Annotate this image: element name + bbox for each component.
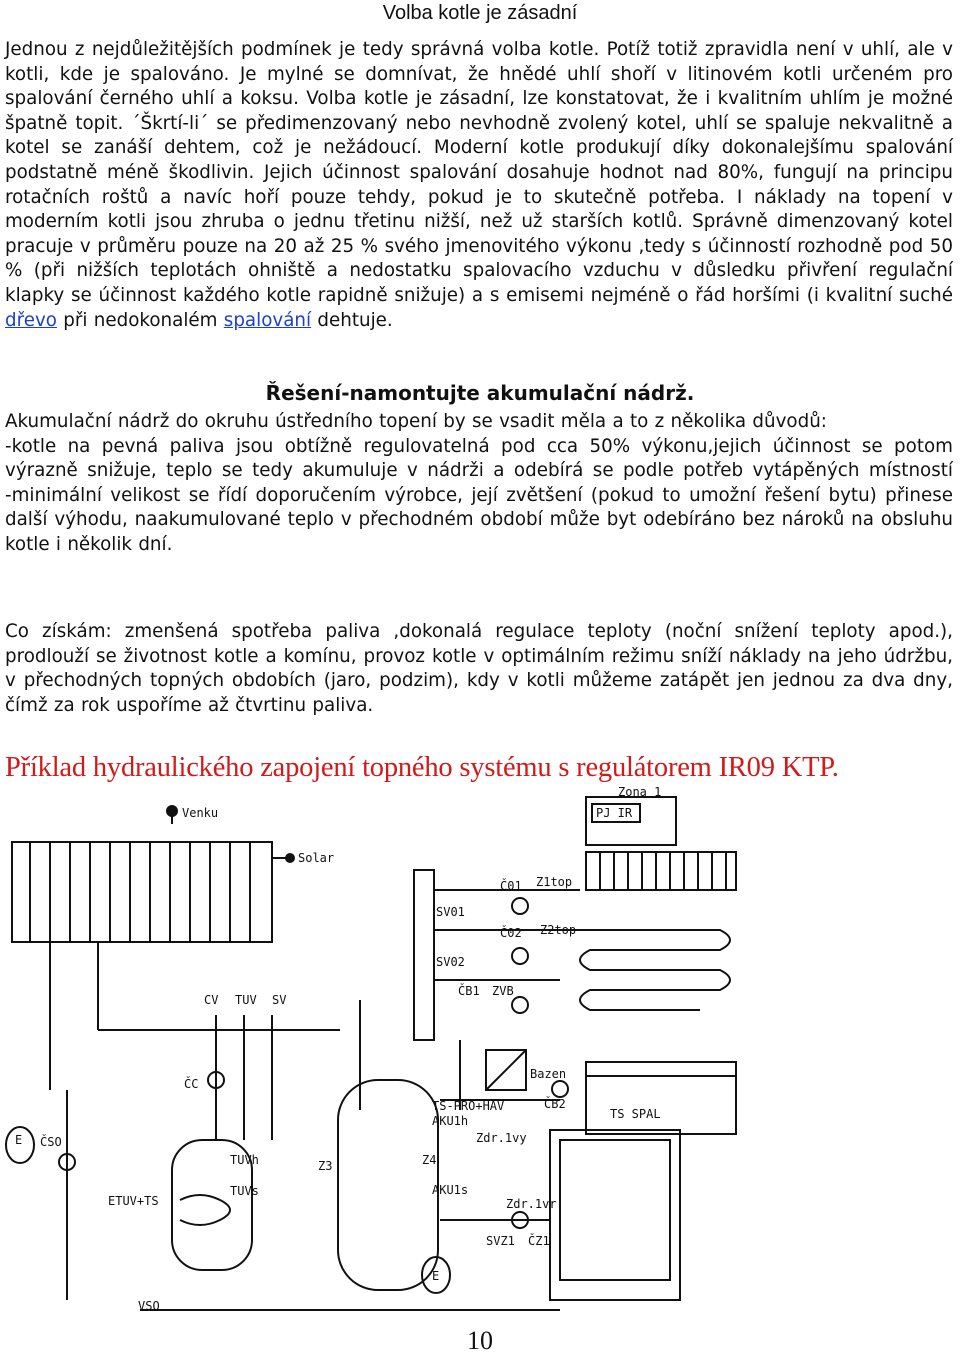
link-spalovani[interactable]: spalování (223, 309, 312, 331)
hydraulic-diagram (0, 780, 960, 1320)
label-c01: Č01 (500, 879, 522, 893)
label-tuvs: TUVs (230, 1184, 259, 1198)
solution-heading: Řešení-namontujte akumulační nádrž. (265, 381, 695, 405)
label-e: E (15, 1133, 23, 1147)
pump-icon (512, 997, 528, 1013)
label-etuv: ETUV+TS (108, 1194, 159, 1208)
paragraph-line: Akumulační nádrž do okruhu ústředního topení by se vsadit měla a to z několika důvodů: (5, 411, 827, 432)
label-sv: SV (272, 993, 287, 1007)
label-z2top: Z2top (540, 923, 577, 937)
pool-box (586, 1062, 736, 1134)
paragraph-text-mid: při nedokonalém (63, 309, 218, 331)
label-cz1: ČZ1 (528, 1234, 550, 1248)
label-vso: VSO (138, 1299, 160, 1313)
section-title: Volba kotle je zásadní (382, 2, 578, 24)
label-zdr1vr: Zdr.1vr (506, 1197, 557, 1211)
label-solar: Solar (298, 851, 335, 865)
example-title: Příklad hydraulického zapojení topného systému s regulátorem IR09 KTP. (5, 752, 839, 783)
floor-heating (580, 930, 730, 1010)
label-tspro: TS-PRO+HAV (432, 1099, 505, 1113)
label-aku1s: AKU1s (432, 1183, 469, 1197)
sensor-icon (167, 806, 177, 816)
label-cv: CV (204, 993, 219, 1007)
label-zdr1vy: Zdr.1vy (476, 1131, 527, 1145)
paragraph-accumulation (5, 410, 953, 558)
paragraph-bullet: -minimální velikost se řídí doporučením výrobce, její zvětšení (pokud to umožní řešení bytu) přinese další výhodu, naakumulované teplo v přechodném období může byt odebíráno bez nároků na obsluhu kotle i několik dní. (5, 484, 953, 555)
label-zvb: ZVB (492, 984, 514, 998)
label-e2: E (432, 1269, 440, 1283)
label-pjir: PJ IR (596, 806, 633, 820)
label-c02: Č02 (500, 926, 522, 940)
label-z3: Z3 (318, 1159, 333, 1173)
label-cso: ČSO (40, 1135, 62, 1149)
label-z4: Z4 (422, 1153, 437, 1167)
label-sv02: SV02 (436, 955, 465, 969)
label-z1top: Z1top (536, 875, 573, 889)
label-tsspal: TS SPAL (610, 1107, 661, 1121)
paragraph-text: Jednou z nejdůležitějších podmínek je tedy správná volba kotle. Potíž totiž zpravidla není v uhlí, ale v kotli, kde je spalováno. Je mylné se domnívat, že hnědé uhlí shoří v litinovém kotli určeném pro spalování černého uhlí a koksu. Volba kotle je zásadní, lze konstatovat, že i kvalitním uhlím je možné špatně topit. ´Škrtí-li´ se předimenzovaný nebo nevhodně zvolený kotel, uhlí se spaluje nekvalitně a kotel se zanáší dehtem, což je nežádoucí. Moderní kotle produkují díky dokonalejšímu spalování podstatně méně škodlivin. Jejich účinnost spalování dosahuje hodnot nad 80%, fungují na principu rotačních roštů a navíc hoří pouze tehdy, pokud je to skutečně potřeba. I náklady na topení v moderním kotli jsou zhruba o jednu třetinu nižší, než už starších kotlů. Správně dimenzovaný kotel pracuje v průměru pouze na 20 až 25 % svého jmenovitého výkonu ,tedy s účinností rozhodně pod 50 % (při nižších teplotách ohniště a nedostatku spalovacího vzduchu v důsledku přivření regulační klapky se účinnost každého kotle rapidně snižuje) a s emisemi nejméně o řád horšími (i kvalitní suché (5, 39, 953, 306)
label-sv01: SV01 (436, 905, 465, 919)
label-cb1: ČB1 (458, 984, 480, 998)
paragraph-benefits: Co získám: zmenšená spotřeba paliva ,dokonalá regulace teploty (noční snížení teploty apod.), prodlouží se životnost kotle a komínu, provoz kotle v optimálním režimu sníží náklady na jeho údržbu, v přechodných topných obdobích (jaro, podzim), kdy v kotli můžeme zatápět jen jednou za dva dny, čímž za rok uspoříme až čtvrtinu paliva. (5, 621, 953, 716)
accumulation-tank (338, 1080, 438, 1290)
radiator-icon (586, 852, 736, 890)
label-tuv: TUV (235, 993, 257, 1007)
label-zona: Zona 1 (618, 785, 662, 799)
paragraph-text-end: dehtuje. (317, 309, 393, 331)
boiler (550, 1130, 680, 1300)
label-aku1h: AKU1h (432, 1114, 469, 1128)
distributor (414, 870, 434, 1040)
paragraph-boiler-choice (5, 38, 953, 333)
pump-icon (512, 898, 528, 914)
pump-icon (512, 948, 528, 964)
label-tuvh: TUVh (230, 1153, 259, 1167)
label-cc: ČC (184, 1077, 199, 1091)
label-svz1: SVZ1 (486, 1234, 515, 1248)
label-venku: Venku (182, 806, 219, 820)
pump-icon (552, 1081, 568, 1097)
label-cb2: ČB2 (544, 1097, 566, 1111)
label-bazen: Bazen (530, 1067, 567, 1081)
paragraph-bullet: -kotle na pevná paliva jsou obtížně regulovatelná pod cca 50% výkonu,jejich účinnost se potom výrazně snižuje, teplo se tedy akumuluje v nádrži a odebírá se podle potřeb vytápěných místností (5, 435, 953, 482)
link-drevo[interactable]: dřevo (5, 309, 57, 331)
page-number: 10 (467, 1326, 493, 1355)
